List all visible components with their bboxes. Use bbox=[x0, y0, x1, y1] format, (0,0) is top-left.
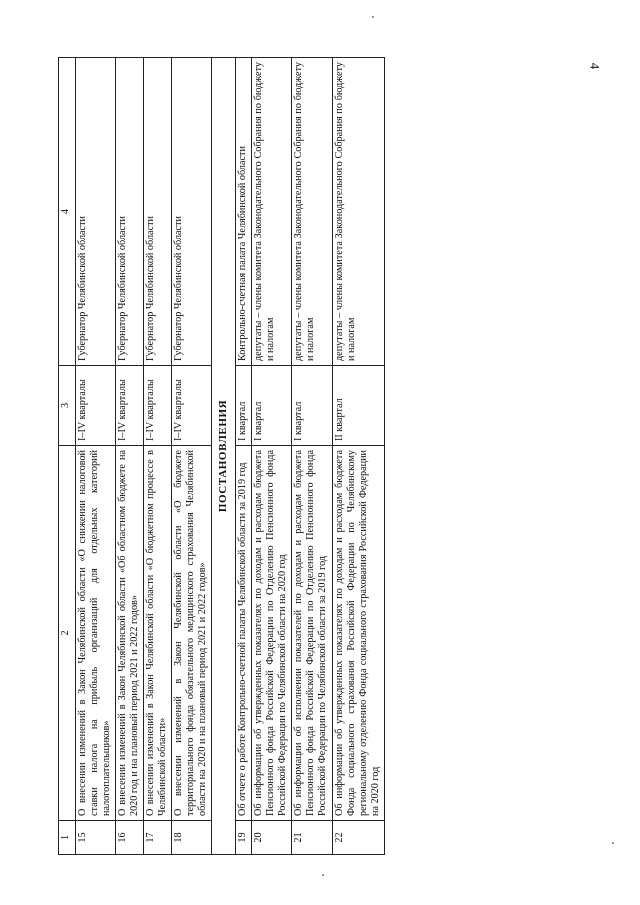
row-period: I квартал bbox=[252, 366, 292, 446]
row-period: I квартал bbox=[292, 366, 332, 446]
header-col-3: 3 bbox=[59, 366, 76, 446]
table-header-row bbox=[59, 58, 76, 855]
row-title: О внесении изменений в Закон Челябинской области «О снижении налоговой ставки налога на прибыль организаций для отдельных категорий налогоплательщиков» bbox=[76, 446, 116, 821]
row-number: 18 bbox=[172, 821, 212, 855]
row-number: 20 bbox=[252, 821, 292, 855]
rotated-table-container bbox=[58, 58, 498, 855]
row-period: I–IV кварталы bbox=[76, 366, 116, 446]
row-period: I–IV кварталы bbox=[144, 366, 172, 446]
table-row bbox=[292, 58, 332, 855]
row-title: Об информации об исполнении показателей по доходам и расходам бюджета Пенсионного фонда Российской Федерации по Отделению Пенсионного фонда Российской Федерации по Челябинской области за 2019 год bbox=[292, 446, 332, 821]
row-title: О внесении изменений в Закон Челябинской области «О бюджете территориального фонда обязательного медицинского страхования Челябинской области на 2020 и на плановый период 2021 и 2022 годов» bbox=[172, 446, 212, 821]
document-page bbox=[58, 58, 498, 855]
table-row bbox=[144, 58, 172, 855]
row-number: 21 bbox=[292, 821, 332, 855]
row-author: депутаты – члены комитета Законодательного Собрания по бюджету и налогам bbox=[292, 58, 332, 366]
table-row bbox=[76, 58, 116, 855]
row-author: депутаты – члены комитета Законодательного Собрания по бюджету и налогам bbox=[252, 58, 292, 366]
row-number: 22 bbox=[332, 821, 384, 855]
table-row bbox=[236, 58, 252, 855]
table-row bbox=[332, 58, 384, 855]
table-row bbox=[116, 58, 144, 855]
row-author: Губернатор Челябинской области bbox=[172, 58, 212, 366]
row-author: Губернатор Челябинской области bbox=[144, 58, 172, 366]
table-row bbox=[252, 58, 292, 855]
scan-speck bbox=[322, 874, 324, 876]
header-col-4: 4 bbox=[59, 58, 76, 366]
scan-speck bbox=[372, 16, 374, 18]
row-period: I–IV кварталы bbox=[172, 366, 212, 446]
row-number: 15 bbox=[76, 821, 116, 855]
row-title: Об информации об утвержденных показателях по доходам и расходам бюджета Пенсионного фонда Российской Федерации по Отделению Пенсионного фонда Российской Федерации по Челябинской области на 2020 год bbox=[252, 446, 292, 821]
section-row bbox=[212, 58, 236, 855]
row-title: Об информации об утвержденных показателях по доходам и расходам бюджета Фонда социального страхования Российской Федерации по Челябинскому региональному отделению Фонда социального страхования Российской Федерации на 2020 год bbox=[332, 446, 384, 821]
page-number: 4 bbox=[587, 62, 603, 70]
row-author: депутаты – члены комитета Законодательного Собрания по бюджету и налогам bbox=[332, 58, 384, 366]
section-title: ПОСТАНОВЛЕНИЯ bbox=[212, 58, 236, 855]
row-title: Об отчете о работе Контрольно-счетной палаты Челябинской области за 2019 год bbox=[236, 446, 252, 821]
row-period: I–IV кварталы bbox=[116, 366, 144, 446]
row-period: II квартал bbox=[332, 366, 384, 446]
row-author: Губернатор Челябинской области bbox=[76, 58, 116, 366]
row-author: Губернатор Челябинской области bbox=[116, 58, 144, 366]
row-number: 19 bbox=[236, 821, 252, 855]
scan-speck bbox=[612, 842, 614, 844]
table-row bbox=[172, 58, 212, 855]
header-col-1: 1 bbox=[59, 821, 76, 855]
row-number: 16 bbox=[116, 821, 144, 855]
legislation-plan-table bbox=[58, 57, 385, 855]
row-number: 17 bbox=[144, 821, 172, 855]
row-author: Контрольно-счетная палата Челябинской области bbox=[236, 58, 252, 366]
row-period: I квартал bbox=[236, 366, 252, 446]
row-title: О внесении изменений в Закон Челябинской области «Об областном бюджете на 2020 год и на плановый период 2021 и 2022 годов» bbox=[116, 446, 144, 821]
row-title: О внесении изменений в Закон Челябинской области «О бюджетном процессе в Челябинской области» bbox=[144, 446, 172, 821]
header-col-2: 2 bbox=[59, 446, 76, 821]
